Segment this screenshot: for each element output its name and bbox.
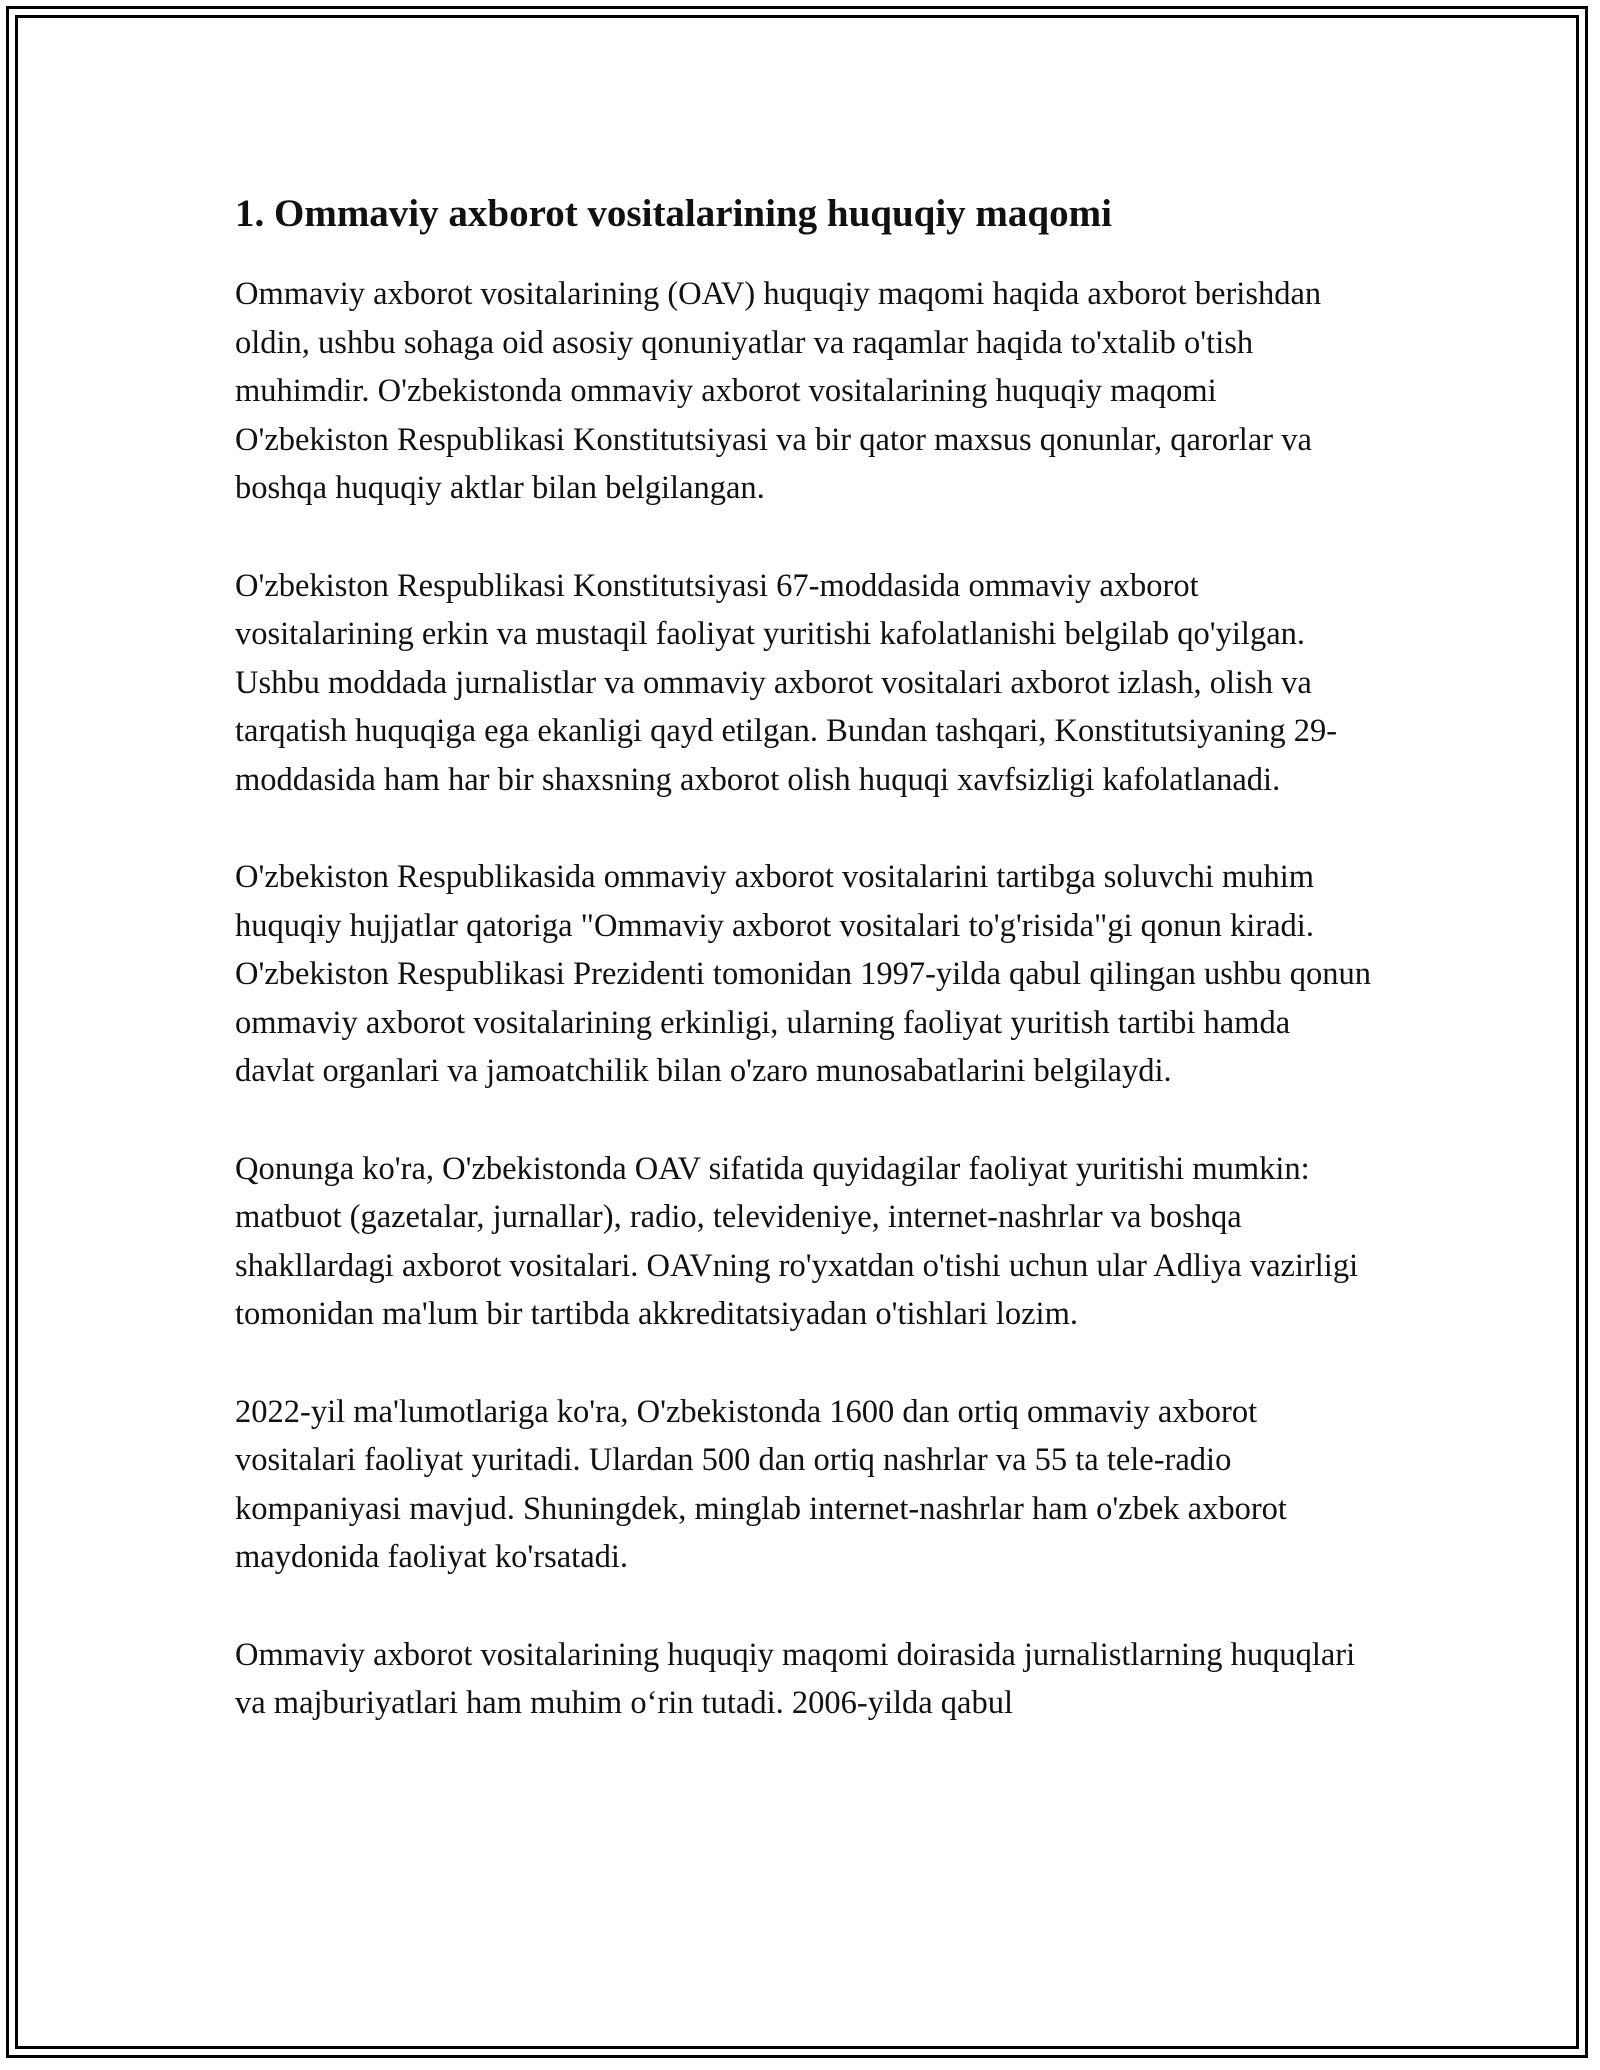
paragraph-2: O'zbekiston Respublikasi Konstitutsiyasi 67-moddasida ommaviy axborot vositalarining erkin va mustaqil faoliyat yuritishi kafolatlanishi belgilab qo'yilgan. Ushbu moddada jurnalistlar va ommaviy axborot vositalari axborot izlash, olish va tarqatish huquqiga ega ekanligi qayd etilgan. Bundan tashqari, Konstitutsiyaning 29-moddasida ham har bir shaxsning axborot olish huquqi xavfsizligi kafolatlanadi. [235,567,1338,798]
paragraph-1: Ommaviy axborot vositalarining (OAV) huquqiy maqomi haqida axborot berishdan oldin, ushbu sohaga oid asosiy qonuniyatlar va raqamlar haqida to'xtalib o'tish muhimdir. O'zbekistonda ommaviy axborot vositalarining huquqiy maqomi O'zbekiston Respublikasi Konstitutsiyasi va bir qator maxsus qonunlar, qarorlar va boshqa huquqiy aktlar bilan belgilangan. [235,276,1322,506]
document-body [235,186,1375,1777]
paragraph-6: Ommaviy axborot vositalarining huquqiy maqomi doirasida jurnalistlarning huquqlari va majburiyatlari ham muhim o‘rin tutadi. 2006-yilda qabul [235,1636,1356,1721]
paragraph-5: 2022-yil ma'lumotlariga ko'ra, O'zbekistonda 1600 dan ortiq ommaviy axborot vositalari faoliyat yuritadi. Ulardan 500 dan ortiq nashrlar va 55 ta tele-radio kompaniyasi mavjud. Shuningdek, minglab internet-nashrlar ham o'zbek axborot maydonida faoliyat ko'rsatadi. [235,1393,1287,1575]
section-heading: 1. Ommaviy axborot vositalarining huquqiy maqomi [235,192,1112,235]
paragraph-3: O'zbekiston Respublikasida ommaviy axborot vositalarini tartibga soluvchi muhim huquqiy hujjatlar qatoriga "Ommaviy axborot vositalari to'g'risida"gi qonun kiradi. O'zbekiston Respublikasi Prezidenti tomonidan 1997-yilda qabul qilingan ushbu qonun ommaviy axborot vositalarining erkinligi, ularning faoliyat yuritish tartibi hamda davlat organlari va jamoatchilik bilan o'zaro munosabatlarini belgilaydi. [235,859,1371,1089]
paragraph-4: Qonunga ko'ra, O'zbekistonda OAV sifatida quyidagilar faoliyat yuritishi mumkin: matbuot (gazetalar, jurnallar), radio, televideniye, internet-nashrlar va boshqa shakllardagi axborot vositalari. OAVning ro'yxatdan o'tishi uchun ular Adliya vazirligi tomonidan ma'lum bir tartibda akkreditatsiyadan o'tishlari lozim. [235,1150,1359,1332]
